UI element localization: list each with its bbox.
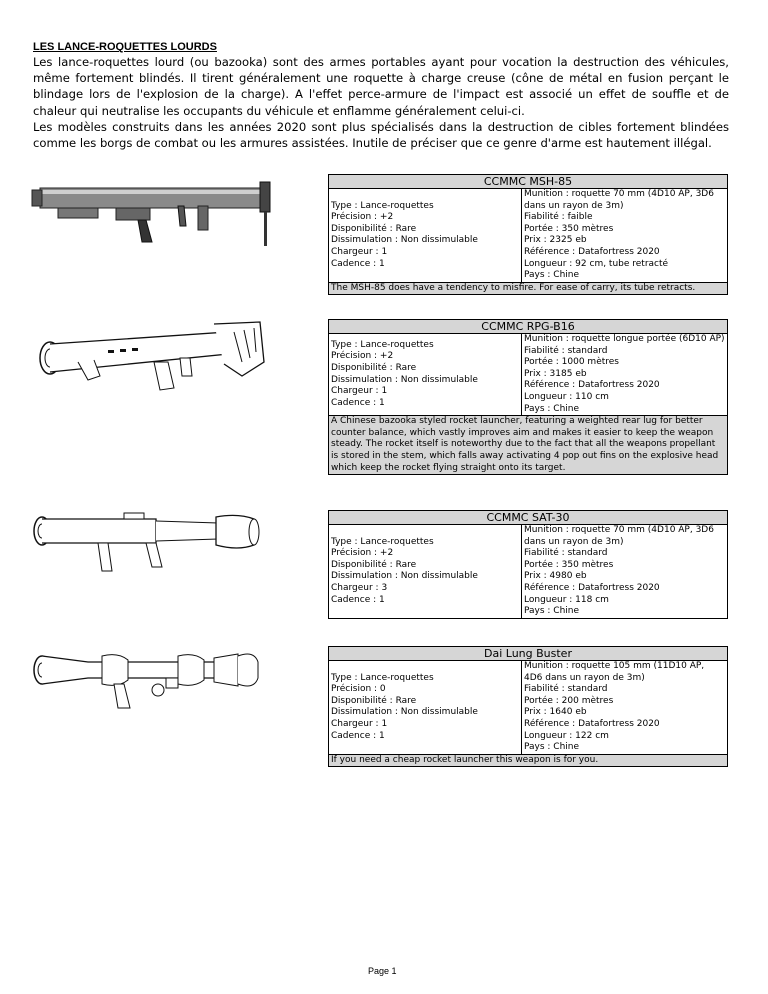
stat-magazine: Chargeur : 1 [331, 718, 388, 729]
stat-price: Prix : 4980 eb [524, 571, 587, 582]
stat-concealment: Dissimulation : Non dissimulable [331, 374, 478, 385]
stat-range: Portée : 350 mètres [524, 223, 614, 234]
dai-lung-buster-illustration [28, 646, 278, 716]
weapon-name: CCMMC RPG-B16 [329, 320, 727, 334]
weapon-description: If you need a cheap rocket launcher this weapon is for you. [329, 754, 727, 767]
stat-availability: Disponibilité : Rare [331, 362, 417, 373]
stat-ammo: Munition : roquette 70 mm (4D10 AP, 3D6 dans un rayon de 3m) [524, 189, 714, 211]
stat-ammo: Munition : roquette 105 mm (11D10 AP, 4D6 dans un rayon de 3m) [524, 661, 705, 683]
stat-rate: Cadence : 1 [331, 397, 385, 408]
stat-magazine: Chargeur : 1 [331, 386, 388, 397]
weapon-name: Dai Lung Buster [329, 647, 727, 661]
stat-ammo: Munition : roquette longue portée (6D10 AP) [524, 334, 725, 344]
weapon-name: CCMMC SAT-30 [329, 511, 727, 525]
stat-country: Pays : Chine [524, 742, 580, 753]
stat-reference: Référence : Datafortress 2020 [524, 246, 660, 257]
stat-rate: Cadence : 1 [331, 258, 385, 269]
stat-type: Type : Lance-roquettes [331, 536, 434, 547]
stat-availability: Disponibilité : Rare [331, 695, 417, 706]
stat-type: Type : Lance-roquettes [331, 672, 434, 683]
weapon-description: A Chinese bazooka styled rocket launcher, featuring a weighted rear lug for better counter balance, which vastly improves aim and makes it easier to keep the weapon steady. The rocket itself is noteworthy due to the fact that all the weapons propellant is stored in the stem, which falls away activating 4 pop out fins on the explosive head which keep the rocket flying straight onto its target. [329, 415, 727, 474]
intro-text [33, 54, 729, 151]
intro-paragraph: Les modèles construits dans les années 2020 sont plus spécialisés dans la destruction de cibles fortement blindées comme les borgs de combat ou les armures assistées. Inutile de préciser que ce genre d'arme est hautement illégal. [33, 119, 729, 151]
weapon-table-dai-lung-buster [328, 646, 728, 767]
stat-magazine: Chargeur : 1 [331, 246, 388, 257]
stat-reference: Référence : Datafortress 2020 [524, 718, 660, 729]
stat-range: Portée : 200 mètres [524, 695, 614, 706]
msh85-illustration [28, 176, 278, 248]
stat-country: Pays : Chine [524, 606, 580, 617]
stat-type: Type : Lance-roquettes [331, 339, 434, 350]
stat-reliability: Fiabilité : standard [524, 684, 608, 695]
stat-reference: Référence : Datafortress 2020 [524, 380, 660, 391]
stat-country: Pays : Chine [524, 403, 580, 414]
stat-reliability: Fiabilité : standard [524, 548, 608, 559]
stat-reference: Référence : Datafortress 2020 [524, 582, 660, 593]
stat-rate: Cadence : 1 [331, 594, 385, 605]
stat-availability: Disponibilité : Rare [331, 559, 417, 570]
stat-concealment: Dissimulation : Non dissimulable [331, 707, 478, 718]
stat-rate: Cadence : 1 [331, 730, 385, 741]
stat-precision: Précision : +2 [331, 548, 394, 559]
stat-concealment: Dissimulation : Non dissimulable [331, 235, 478, 246]
rpg-b16-illustration [28, 318, 278, 408]
intro-paragraph: Les lance-roquettes lourd (ou bazooka) sont des armes portables ayant pour vocation la destruction des véhicules, même fortement blindés. Il tirent généralement une roquette à charge creuse (cône de métal en fusion perçant le blindage lors de l'explosion de la charge). A l'effet perce-armure de l'impact est associé un effet de souffle et de chaleur qui neutralise les occupants du véhicule et enflamme généralement celui-ci. [33, 55, 729, 118]
weapon-name: CCMMC MSH-85 [329, 175, 727, 189]
stat-precision: Précision : +2 [331, 212, 394, 223]
weapon-table-rpg-b16 [328, 319, 728, 475]
stat-availability: Disponibilité : Rare [331, 223, 417, 234]
stat-magazine: Chargeur : 3 [331, 582, 388, 593]
stat-reliability: Fiabilité : faible [524, 212, 593, 223]
stat-country: Pays : Chine [524, 270, 580, 281]
stat-precision: Précision : 0 [331, 684, 386, 695]
stat-length: Longueur : 110 cm [524, 391, 609, 402]
sat-30-illustration [28, 505, 278, 580]
stat-ammo: Munition : roquette 70 mm (4D10 AP, 3D6 dans un rayon de 3m) [524, 525, 714, 547]
stat-reliability: Fiabilité : standard [524, 345, 608, 356]
page-number: Page 1 [368, 966, 397, 976]
stat-price: Prix : 3185 eb [524, 368, 587, 379]
stat-length: Longueur : 122 cm [524, 730, 609, 741]
stat-type: Type : Lance-roquettes [331, 200, 434, 211]
stat-concealment: Dissimulation : Non dissimulable [331, 571, 478, 582]
weapon-description: The MSH-85 does have a tendency to misfire. For ease of carry, its tube retracts. [329, 282, 727, 295]
weapon-table-sat-30 [328, 510, 728, 619]
stat-price: Prix : 1640 eb [524, 707, 587, 718]
stat-range: Portée : 350 mètres [524, 559, 614, 570]
stat-precision: Précision : +2 [331, 351, 394, 362]
stat-range: Portée : 1000 mètres [524, 357, 619, 368]
stat-price: Prix : 2325 eb [524, 235, 587, 246]
stat-length: Longueur : 92 cm, tube retracté [524, 258, 669, 269]
stat-length: Longueur : 118 cm [524, 594, 609, 605]
weapon-table-msh85 [328, 174, 728, 295]
page-title: LES LANCE-ROQUETTES LOURDS [33, 41, 217, 53]
